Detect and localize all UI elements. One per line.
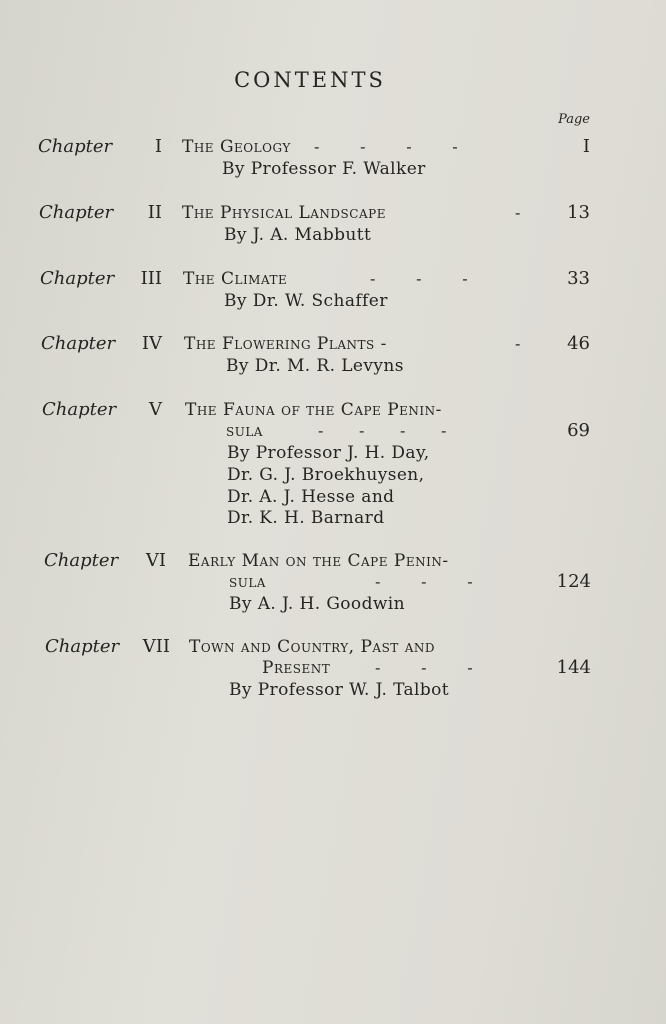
- leader-dashes: - - - -: [314, 137, 458, 156]
- leader-dashes: - - - -: [318, 421, 447, 440]
- leader-dashes: - - -: [375, 658, 473, 677]
- page-number: 33: [567, 268, 590, 289]
- chapter-author-3: Dr. A. J. Hesse and: [227, 487, 395, 507]
- leader-dashes: - - -: [370, 269, 468, 288]
- contents-heading: CONTENTS: [234, 68, 386, 92]
- chapter-author-4: Dr. K. H. Barnard: [227, 508, 385, 528]
- chapter-label: Chapter: [42, 399, 117, 420]
- chapter-title-line-2: Present: [262, 658, 331, 678]
- chapter-number: II: [147, 202, 162, 223]
- chapter-label: Chapter: [41, 333, 116, 354]
- page-number: I: [582, 136, 590, 157]
- page-number: 46: [567, 333, 590, 354]
- chapter-title-line-1: Early Man on the Cape Penin-: [188, 551, 449, 571]
- chapter-title: The Flowering Plants -: [184, 334, 387, 354]
- page-number: 69: [567, 420, 590, 441]
- chapter-number: III: [140, 268, 162, 289]
- chapter-number: IV: [141, 333, 162, 354]
- chapter-author: By Professor W. J. Talbot: [229, 680, 450, 700]
- chapter-label: Chapter: [39, 202, 114, 223]
- chapter-number: VII: [142, 636, 170, 657]
- leader-dashes: - - -: [375, 572, 473, 591]
- chapter-title: The Climate: [183, 269, 288, 289]
- leader-dashes: -: [515, 334, 521, 353]
- chapter-title-line-2: sula: [226, 421, 263, 441]
- page-number: 13: [567, 202, 590, 223]
- chapter-label: Chapter: [38, 136, 113, 157]
- chapter-author: By A. J. H. Goodwin: [229, 594, 405, 614]
- chapter-title: The Physical Landscape: [182, 203, 386, 223]
- page-column-label: Page: [558, 112, 590, 127]
- chapter-author: By Professor F. Walker: [222, 159, 426, 179]
- page-number: 124: [556, 571, 591, 592]
- chapter-number: I: [154, 136, 162, 157]
- leader-dashes: -: [515, 203, 521, 222]
- chapter-author-1: By Professor J. H. Day,: [227, 443, 430, 463]
- chapter-author: By Dr. M. R. Levyns: [226, 356, 404, 376]
- chapter-author: By J. A. Mabbutt: [224, 225, 372, 245]
- chapter-title-line-1: The Fauna of the Cape Penin-: [185, 400, 442, 420]
- chapter-number: V: [149, 399, 162, 420]
- chapter-label: Chapter: [45, 636, 120, 657]
- page-number: 144: [556, 657, 591, 678]
- chapter-author-2: Dr. G. J. Broekhuysen,: [227, 465, 425, 485]
- chapter-author: By Dr. W. Schaffer: [224, 291, 388, 311]
- chapter-title: The Geology: [182, 137, 291, 157]
- chapter-label: Chapter: [44, 550, 119, 571]
- chapter-title-line-2: sula: [229, 572, 266, 592]
- chapter-number: VI: [145, 550, 166, 571]
- chapter-label: Chapter: [40, 268, 115, 289]
- chapter-title-line-1: Town and Country, Past and: [189, 637, 435, 657]
